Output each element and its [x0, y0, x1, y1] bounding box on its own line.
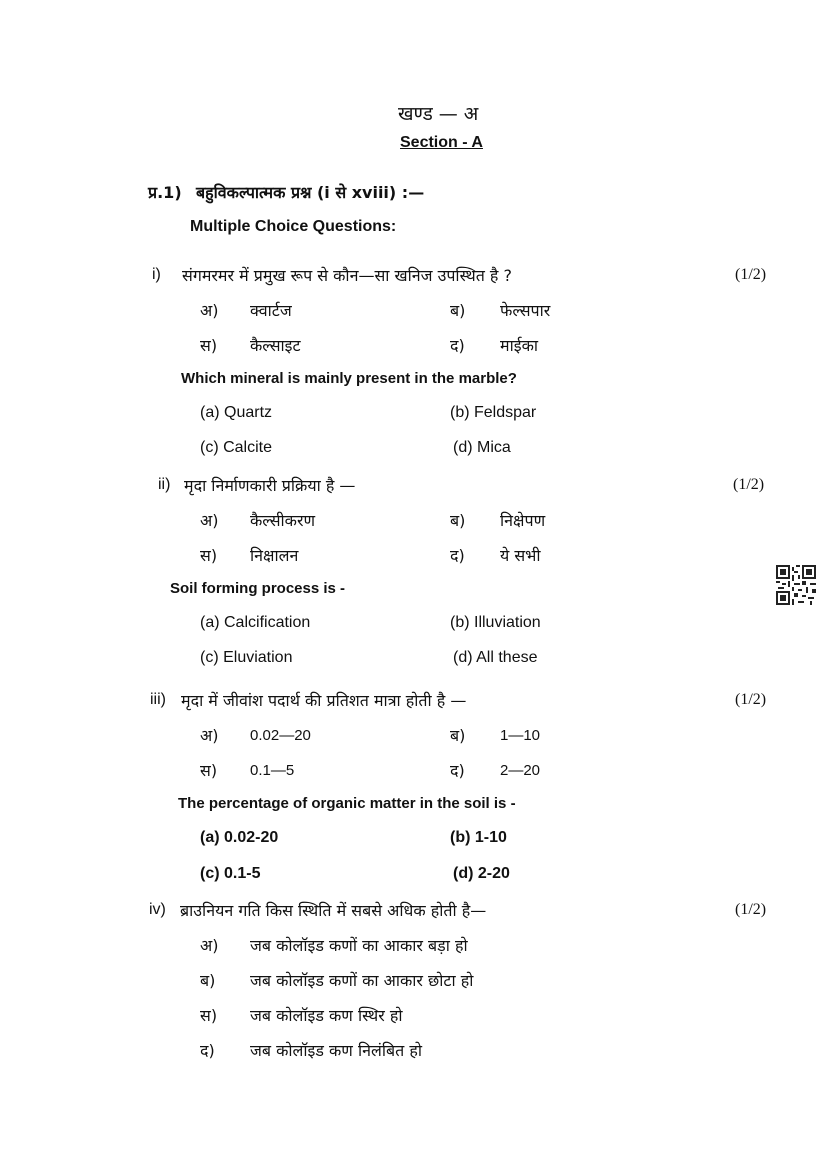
option-english: (a) Calcification — [200, 614, 311, 631]
option-english: (a) 0.02-20 — [200, 829, 279, 846]
question-title-hindi: बहुविकल्पात्मक प्रश्न (i से xviii) :— — [196, 183, 425, 202]
option-text: 2—20 — [500, 762, 541, 779]
option-text: माईका — [500, 336, 539, 355]
option-english: (b) Feldspar — [450, 404, 537, 421]
question-index: iii) — [150, 691, 166, 708]
option-label: स) — [200, 336, 218, 355]
option-text: कैल्सीकरण — [250, 511, 316, 530]
option-label: ब) — [450, 726, 466, 745]
option-label: अ) — [200, 301, 219, 320]
option-text: ये सभी — [500, 546, 541, 565]
marks-label: (1/2) — [733, 476, 765, 493]
option-label: स) — [200, 761, 218, 780]
option-text: 0.1—5 — [250, 762, 295, 779]
question-index: i) — [152, 266, 161, 283]
option-text: जब कोलॉइड कण स्थिर हो — [250, 1006, 403, 1025]
section-title-english: Section - A — [400, 134, 483, 151]
option-label: द) — [450, 546, 465, 565]
question-text-hindi: मृदा निर्माणकारी प्रक्रिया है — — [184, 476, 356, 495]
option-text: निक्षेपण — [500, 511, 546, 530]
option-english: (c) Eluviation — [200, 649, 293, 666]
option-english: (d) 2-20 — [453, 865, 510, 882]
option-text: फेल्सपार — [500, 301, 551, 320]
option-english: (b) Illuviation — [450, 614, 541, 631]
question-number: प्र.1) — [148, 183, 182, 202]
question-index: ii) — [158, 476, 171, 493]
qr-code-icon — [776, 565, 816, 605]
option-label: अ) — [200, 726, 219, 745]
option-text: निक्षालन — [250, 546, 299, 565]
question-text-english: Soil forming process is - — [170, 580, 346, 597]
marks-label: (1/2) — [735, 691, 767, 708]
option-english: (c) 0.1-5 — [200, 865, 261, 882]
option-text: जब कोलॉइड कणों का आकार छोटा हो — [250, 971, 474, 990]
option-english: (d) Mica — [453, 439, 511, 456]
section-title-hindi: खण्ड — अ — [398, 103, 479, 125]
option-label: ब) — [450, 511, 466, 530]
marks-label: (1/2) — [735, 266, 767, 283]
option-label: द) — [450, 336, 465, 355]
question-text-english: Which mineral is mainly present in the marble? — [181, 370, 517, 387]
option-label: स) — [200, 1006, 218, 1025]
option-label: अ) — [200, 936, 219, 955]
option-label: ब) — [450, 301, 466, 320]
option-english: (c) Calcite — [200, 439, 273, 456]
option-label: द) — [200, 1041, 215, 1060]
option-text: जब कोलॉइड कण निलंबित हो — [250, 1041, 422, 1060]
option-label: द) — [450, 761, 465, 780]
option-label: स) — [200, 546, 218, 565]
question-text-hindi: मृदा में जीवांश पदार्थ की प्रतिशत मात्रा होती है — — [181, 691, 467, 710]
question-text-english: The percentage of organic matter in the soil is - — [178, 795, 516, 812]
option-text: कैल्साइट — [250, 336, 301, 355]
option-text: 1—10 — [500, 727, 541, 744]
question-text-hindi: ब्राउनियन गति किस स्थिति में सबसे अधिक होती है— — [180, 901, 487, 920]
option-english: (a) Quartz — [200, 404, 273, 421]
option-label: अ) — [200, 511, 219, 530]
option-text: क्वार्टज — [250, 301, 292, 320]
option-label: ब) — [200, 971, 216, 990]
marks-label: (1/2) — [735, 901, 767, 918]
option-english: (b) 1-10 — [450, 829, 507, 846]
question-index: iv) — [149, 901, 166, 918]
option-text: जब कोलॉइड कणों का आकार बड़ा हो — [250, 936, 468, 955]
option-text: 0.02—20 — [250, 727, 311, 744]
question-title-english: Multiple Choice Questions: — [190, 218, 397, 235]
option-english: (d) All these — [453, 649, 538, 666]
question-text-hindi: संगमरमर में प्रमुख रूप से कौन—सा खनिज उपस्थित है ? — [182, 266, 512, 285]
